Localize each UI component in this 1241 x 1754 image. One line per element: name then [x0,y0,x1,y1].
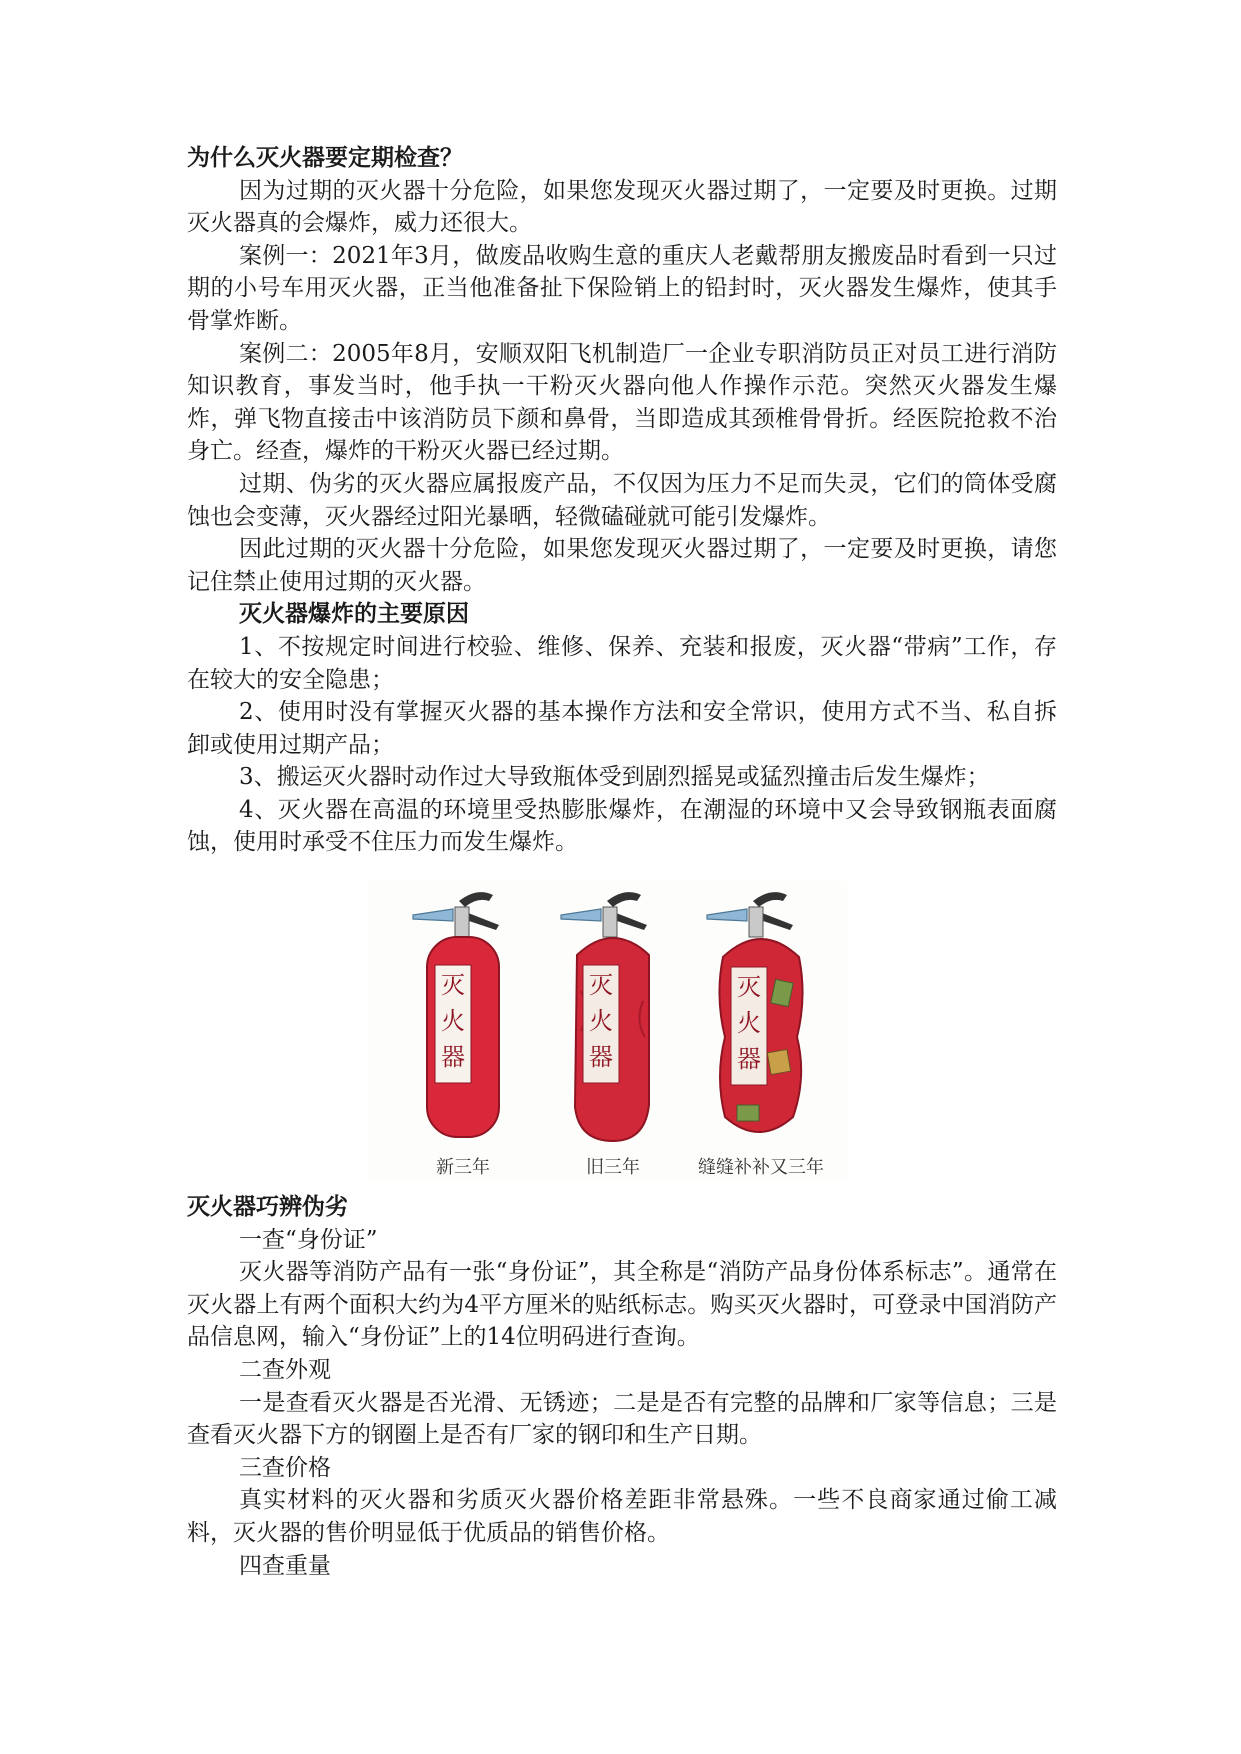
extinguisher-new [413,892,499,1178]
paragraph-case-two: 案例二：2005年8月，安顺双阳飞机制造厂一企业专职消防员正对员工进行消防知识教育，事发当时，他手执一干粉灭火器向他人作操作示范。突然灭火器发生爆炸，弹飞物直接击中该消防员下颜和鼻骨，当即造成其颈椎骨骨折。经医院抢救不治身亡。经查，爆炸的干粉灭火器已经过期。 [187,340,1057,465]
extinguisher-patched [698,892,824,1178]
paragraph: 过期、伪劣的灭火器应属报废产品，不仅因为压力不足而失灵，它们的筒体受腐蚀也会变薄，灭火器经过阳光暴晒，轻微磕碰就可能引发爆炸。 [187,470,1057,530]
extinguisher-label-char: 火 [737,1009,761,1038]
extinguisher-label-char: 灭 [441,971,465,1000]
section-title-inspection: 为什么灭火器要定期检查？ [187,144,463,171]
subsection-heading-weight: 四查重量 [239,1552,331,1579]
paragraph-case-one: 案例一：2021年3月，做废品收购生意的重庆人老戴帮朋友搬废品时看到一只过期的小号车用灭火器，正当他准备扯下保险销上的铅封时，灭火器发生爆炸，使其手骨掌炸断。 [187,242,1057,334]
caption-old: 旧三年 [586,1157,640,1179]
paragraph: 因为过期的灭火器十分危险，如果您发现灭火器过期了，一定要及时更换。过期灭火器真的会爆炸，威力还很大。 [187,177,1057,237]
extinguisher-label-char: 火 [589,1007,613,1036]
extinguisher-illustration [367,881,847,1181]
subsection-text-id: 灭火器等消防产品有一张“身份证”，其全称是“消防产品身份体系标志”。通常在灭火器上有两个面积大约为4平方厘米的贴纸标志。购买灭火器时，可登录中国消防产品信息网，输入“身份证”上的14位明码进行查询。 [187,1259,1057,1351]
extinguisher-label-char: 灭 [589,971,613,1000]
list-item: 1、不按规定时间进行校验、维修、保养、充装和报废，灭火器“带病”工作，存在较大的安全隐患； [187,633,1057,693]
subsection-text-price: 真实材料的灭火器和劣质灭火器价格差距非常悬殊。一些不良商家通过偷工减料，灭火器的售价明显低于优质品的销售价格。 [187,1487,1057,1546]
caption-new: 新三年 [436,1157,490,1179]
list-item: 4、灭火器在高温的环境里受热膨胀爆炸，在潮湿的环境中又会导致钢瓶表面腐蚀，使用时承受不住压力而发生爆炸。 [187,796,1057,856]
subsection-heading-appearance: 二查外观 [239,1357,331,1384]
paragraph: 因此过期的灭火器十分危险，如果您发现灭火器过期了，一定要及时更换，请您记住禁止使用过期的灭火器。 [187,536,1057,595]
list-item: 3、搬运灭火器时动作过大导致瓶体受到剧烈摇晃或猛烈撞击后发生爆炸； [239,764,990,791]
extinguisher-label-char: 火 [441,1007,465,1036]
subsection-text-appearance: 一是查看灭火器是否光滑、无锈迹；二是是否有完整的品牌和厂家等信息；三是查看灭火器下方的钢圈上是否有厂家的钢印和生产日期。 [187,1389,1057,1449]
section-title-explosion-causes: 灭火器爆炸的主要原因 [239,600,469,628]
extinguisher-old [561,892,649,1178]
document-page [187,142,1057,1582]
subsection-heading-price: 三查价格 [239,1454,331,1481]
list-item: 2、使用时没有掌握灭火器的基本操作方法和安全常识，使用方式不当、私自拆卸或使用过期产品； [187,699,1057,758]
extinguisher-drawing [367,881,847,1181]
extinguisher-label-char: 器 [737,1045,761,1074]
extinguisher-label-char: 器 [441,1043,465,1072]
extinguisher-label-char: 器 [589,1043,613,1072]
extinguisher-label-char: 灭 [737,973,761,1002]
section-title-identify-fake: 灭火器巧辨伪劣 [187,1193,348,1221]
subsection-heading-id: 一查“身份证” [239,1226,378,1253]
caption-patched: 缝缝补补又三年 [698,1157,824,1179]
